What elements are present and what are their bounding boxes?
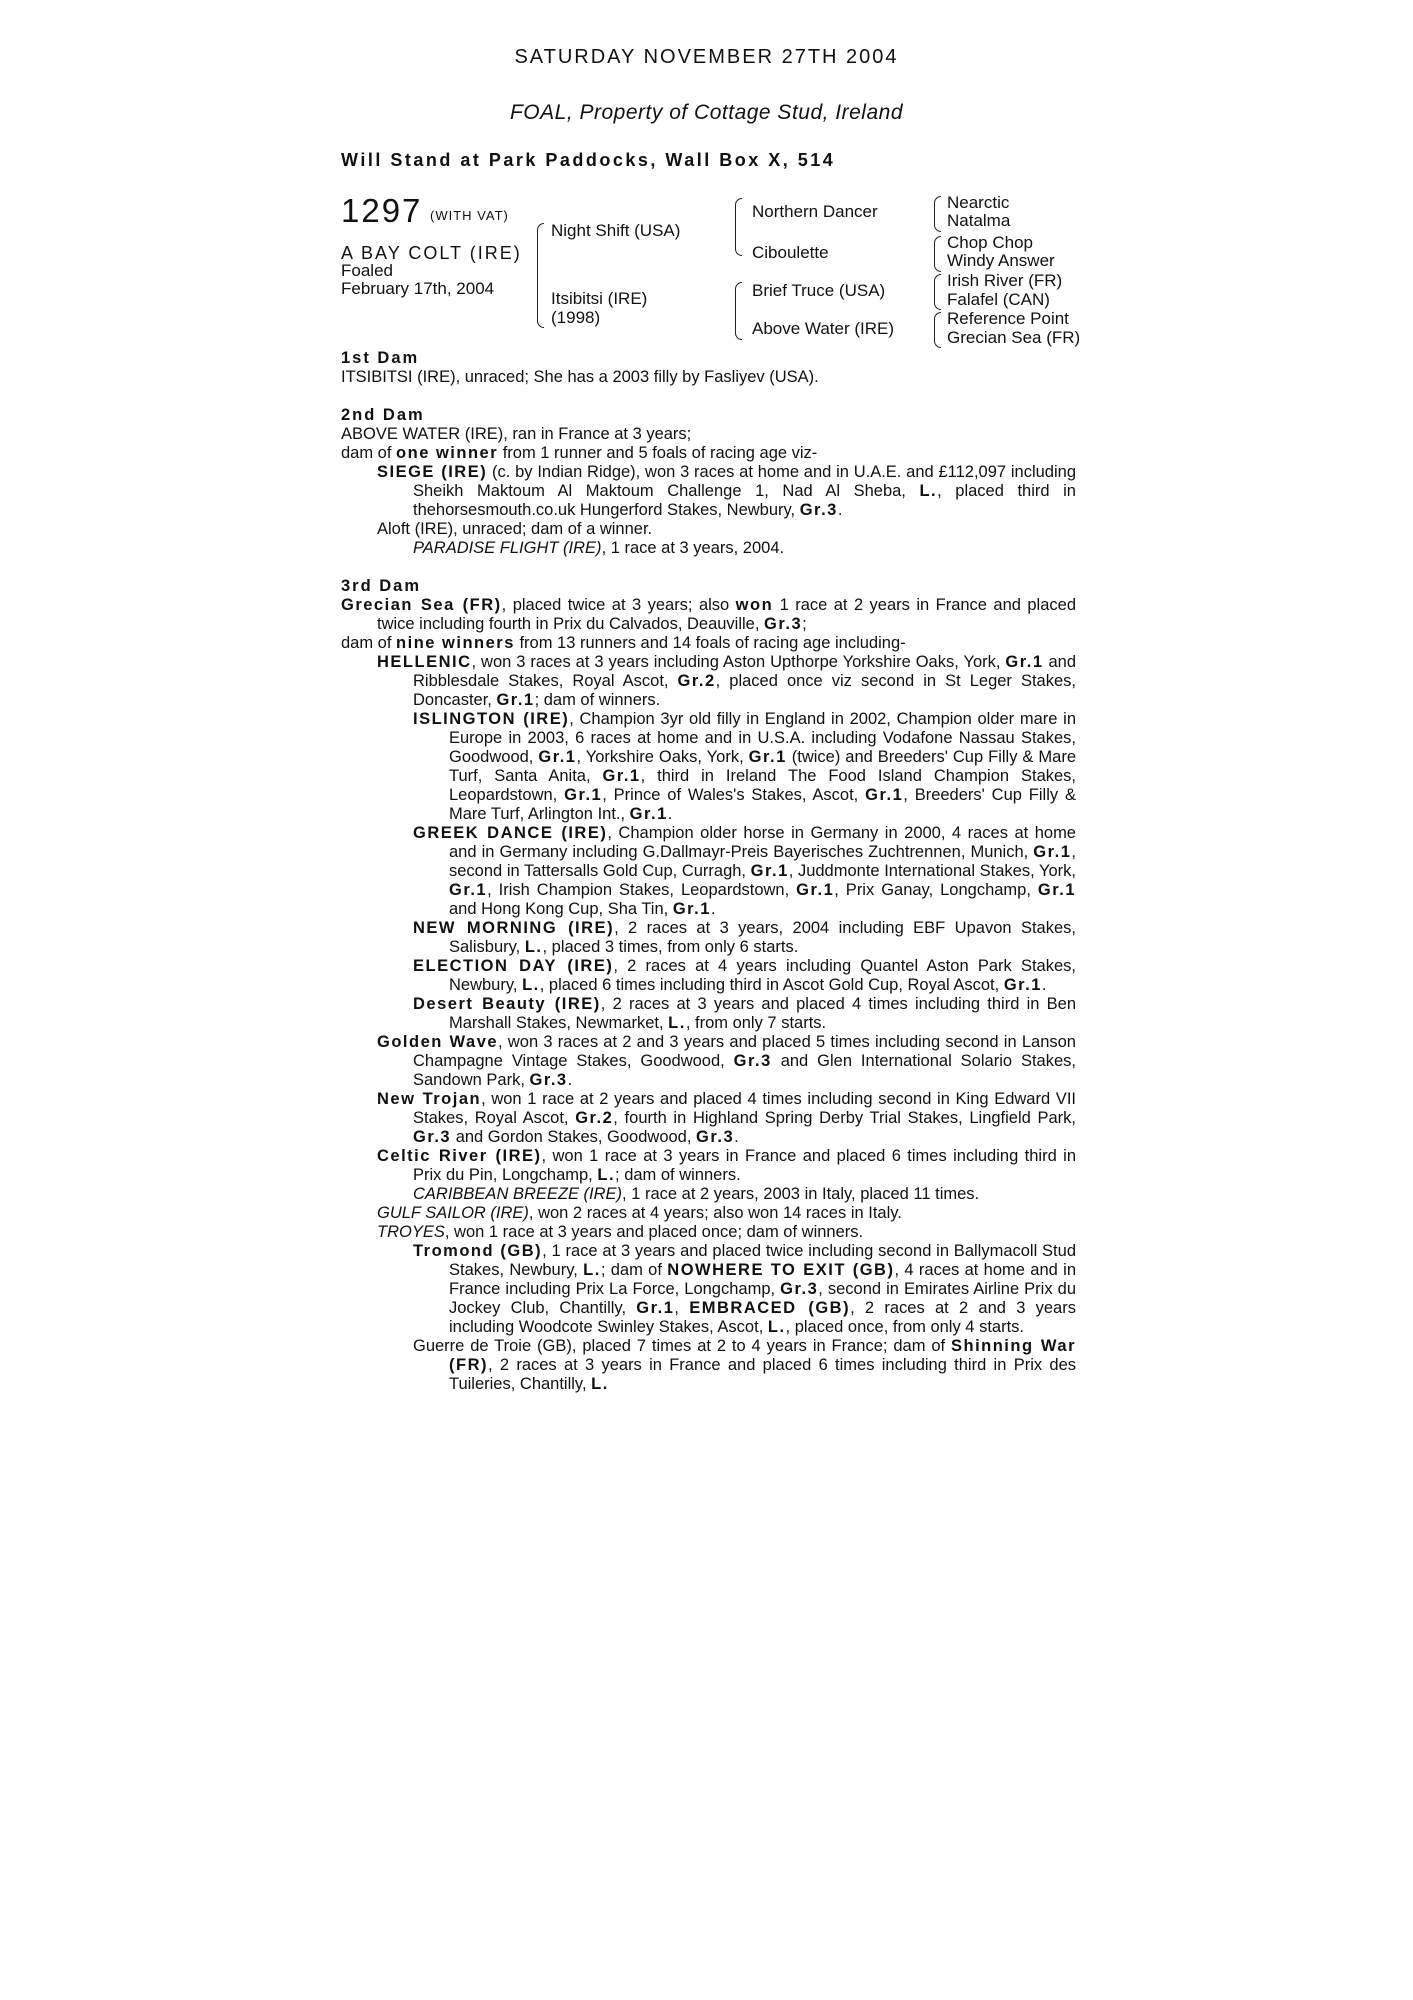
- pedigree-brace-main: [537, 223, 544, 328]
- new-morning-entry: NEW MORNING (IRE), 2 races at 3 years, 2004 including EBF Upavon Stakes, Salisbury, L., placed 3 times, from only 6 starts.: [413, 919, 1076, 956]
- gulf-sailor-entry: GULF SAILOR (IRE), won 2 races at 4 years; also won 14 races in Italy.: [377, 1204, 902, 1222]
- caribbean-breeze-entry: CARIBBEAN BREEZE (IRE), 1 race at 2 years, 2003 in Italy, placed 11 times.: [413, 1185, 980, 1203]
- first-dam-heading: 1st Dam: [341, 349, 420, 367]
- foaled-info: [341, 262, 494, 298]
- greek-dance-entry: GREEK DANCE (IRE), Champion older horse in Germany in 2000, 4 races at home and in Germany including G.Dallmayr-Preis Bayerisches Zuchtrennen, Munich, Gr.1, second in Tattersalls Gold Cup, Curragh, Gr.1, Juddmonte International Stakes, York, Gr.1, Irish Champion Stakes, Leopardstown, Gr.1, Prix Ganay, Longchamp, Gr.1 and Hong Kong Cup, Sha Tin, Gr.1.: [413, 824, 1077, 918]
- second-dam-heading: 2nd Dam: [341, 406, 425, 424]
- first-dam-text: ITSIBITSI (IRE), unraced; She has a 2003 filly by Fasliyev (USA).: [341, 368, 819, 386]
- tromond-entry: Tromond (GB), 1 race at 3 years and placed twice including second in Ballymacoll Stud Stakes, Newbury, L.; dam of NOWHERE TO EXIT (GB), 4 races at home and in France including Prix La Force, Longchamp, Gr.3, second in Emirates Airline Prix du Jockey Club, Chantilly, Gr.1, EMBRACED (GB), 2 races at 2 and 3 years including Woodcote Swinley Stakes, Ascot, L., placed once, from only 4 starts.: [413, 1242, 1076, 1336]
- foaled-date: February 17th, 2004: [341, 279, 495, 298]
- lot-description: A BAY COLT (IRE): [341, 243, 522, 263]
- pedigree-sire: Night Shift (USA): [551, 221, 681, 240]
- desert-beauty-entry: Desert Beauty (IRE), 2 races at 3 years and placed 4 times including third in Ben Marshall Stakes, Newmarket, L., from only 7 starts.: [413, 995, 1076, 1032]
- golden-wave-entry: Golden Wave, won 3 races at 2 and 3 years and placed 5 times including second in Lanson Champagne Vintage Stakes, Goodwood, Gr.3 and Glen International Solario Stakes, Sandown Park, Gr.3.: [377, 1033, 1076, 1089]
- pedigree-g8: Grecian Sea (FR): [947, 328, 1081, 347]
- grecian-sea-entry: Grecian Sea (FR), placed twice at 3 years; also won 1 race at 2 years in France and placed twice including fourth in Prix du Calvados, Deauville, Gr.3;: [341, 596, 1076, 633]
- election-day-entry: ELECTION DAY (IRE), 2 races at 4 years including Quantel Aston Park Stakes, Newbury, L., placed 6 times including third in Ascot Gold Cup, Royal Ascot, Gr.1.: [413, 957, 1076, 994]
- troyes-entry: TROYES, won 1 race at 3 years and placed once; dam of winners.: [377, 1223, 864, 1241]
- pedigree-brace-g1: [934, 196, 941, 232]
- guerre-de-troie-entry: Guerre de Troie (GB), placed 7 times at 2 to 4 years in France; dam of Shinning War (FR), 2 races at 3 years in France and placed 6 times including third in Prix des Tuileries, Chantilly, L.: [413, 1337, 1076, 1393]
- siege-entry: SIEGE (IRE) (c. by Indian Ridge), won 3 races at home and in U.A.E. and £112,097 including Sheikh Maktoum Al Maktoum Challenge 1, Nad Al Sheba, L., placed third in thehorsesmouth.co.uk Hungerford Stakes, Newbury, Gr.3.: [377, 463, 1076, 519]
- islington-entry: ISLINGTON (IRE), Champion 3yr old filly in England in 2002, Champion older mare in Europe in 2003, 6 races at home and in U.S.A. including Vodafone Nassau Stakes, Goodwood, Gr.1, Yorkshire Oaks, York, Gr.1 (twice) and Breeders' Cup Filly & Mare Turf, Santa Anita, Gr.1, third in Ireland The Food Island Champion Stakes, Leopardstown, Gr.1, Prince of Wales's Stakes, Ascot, Gr.1, Breeders' Cup Filly & Mare Turf, Arlington Int., Gr.1.: [413, 710, 1077, 823]
- lot-number: 1297: [341, 192, 423, 229]
- pedigree-g6: Falafel (CAN): [947, 290, 1050, 309]
- pedigree-brace-g2: [934, 236, 941, 272]
- sale-date: SATURDAY NOVEMBER 27TH 2004: [514, 46, 899, 68]
- pedigree-dam-year: (1998): [551, 308, 601, 327]
- paradise-flight-entry: PARADISE FLIGHT (IRE), 1 race at 3 years, 2004.: [413, 539, 785, 557]
- pedigree-g5: Irish River (FR): [947, 271, 1063, 290]
- pedigree-dam-sire: Brief Truce (USA): [752, 281, 886, 300]
- pedigree-dam: Itsibitsi (IRE): [551, 289, 648, 308]
- pedigree-brace-dam: [735, 282, 742, 340]
- pedigree-notes: [341, 349, 1076, 1394]
- hellenic-entry: HELLENIC, won 3 races at 3 years including Aston Upthorpe Yorkshire Oaks, York, Gr.1 and Ribblesdale Stakes, Royal Ascot, Gr.2, placed once viz second in St Leger Stakes, Doncaster, Gr.1; dam of winners.: [377, 653, 1076, 709]
- pedigree-g2: Natalma: [947, 211, 1011, 230]
- pedigree-g7: Reference Point: [947, 309, 1069, 328]
- pedigree-sire-sire: Northern Dancer: [752, 202, 878, 221]
- pedigree-brace-g4: [934, 312, 941, 348]
- pedigree-sire-dam: Ciboulette: [752, 243, 829, 262]
- third-dam-produce-line: dam of nine winners from 13 runners and 14 foals of racing age including-: [341, 634, 906, 652]
- pedigree-g3: Chop Chop: [947, 233, 1034, 252]
- property-line: FOAL, Property of Cottage Stud, Ireland: [509, 101, 904, 124]
- second-dam-line2: dam of one winner from 1 runner and 5 foals of racing age viz-: [341, 444, 818, 462]
- pedigree-brace-g3: [934, 274, 941, 310]
- pedigree-brace-sire: [735, 198, 742, 256]
- new-trojan-entry: New Trojan, won 1 race at 2 years and placed 4 times including second in King Edward VII Stakes, Royal Ascot, Gr.2, fourth in Highland Spring Derby Trial Stakes, Lingfield Park, Gr.3 and Gordon Stakes, Goodwood, Gr.3.: [377, 1090, 1077, 1146]
- aloft-entry: Aloft (IRE), unraced; dam of a winner.: [377, 520, 653, 538]
- third-dam-heading: 3rd Dam: [341, 577, 422, 595]
- stable-location: Will Stand at Park Paddocks, Wall Box X, 514: [341, 150, 836, 170]
- pedigree-g4: Windy Answer: [947, 251, 1055, 270]
- pedigree-g1: Nearctic: [947, 193, 1010, 212]
- second-dam-line1: ABOVE WATER (IRE), ran in France at 3 years;: [341, 425, 692, 443]
- celtic-river-entry: Celtic River (IRE), won 1 race at 3 years in France and placed 6 times including third in Prix du Pin, Longchamp, L.; dam of winners.: [377, 1147, 1076, 1184]
- pedigree-dam-dam: Above Water (IRE): [752, 319, 895, 338]
- vat-note: (WITH VAT): [430, 208, 509, 223]
- foaled-label: Foaled: [341, 261, 393, 280]
